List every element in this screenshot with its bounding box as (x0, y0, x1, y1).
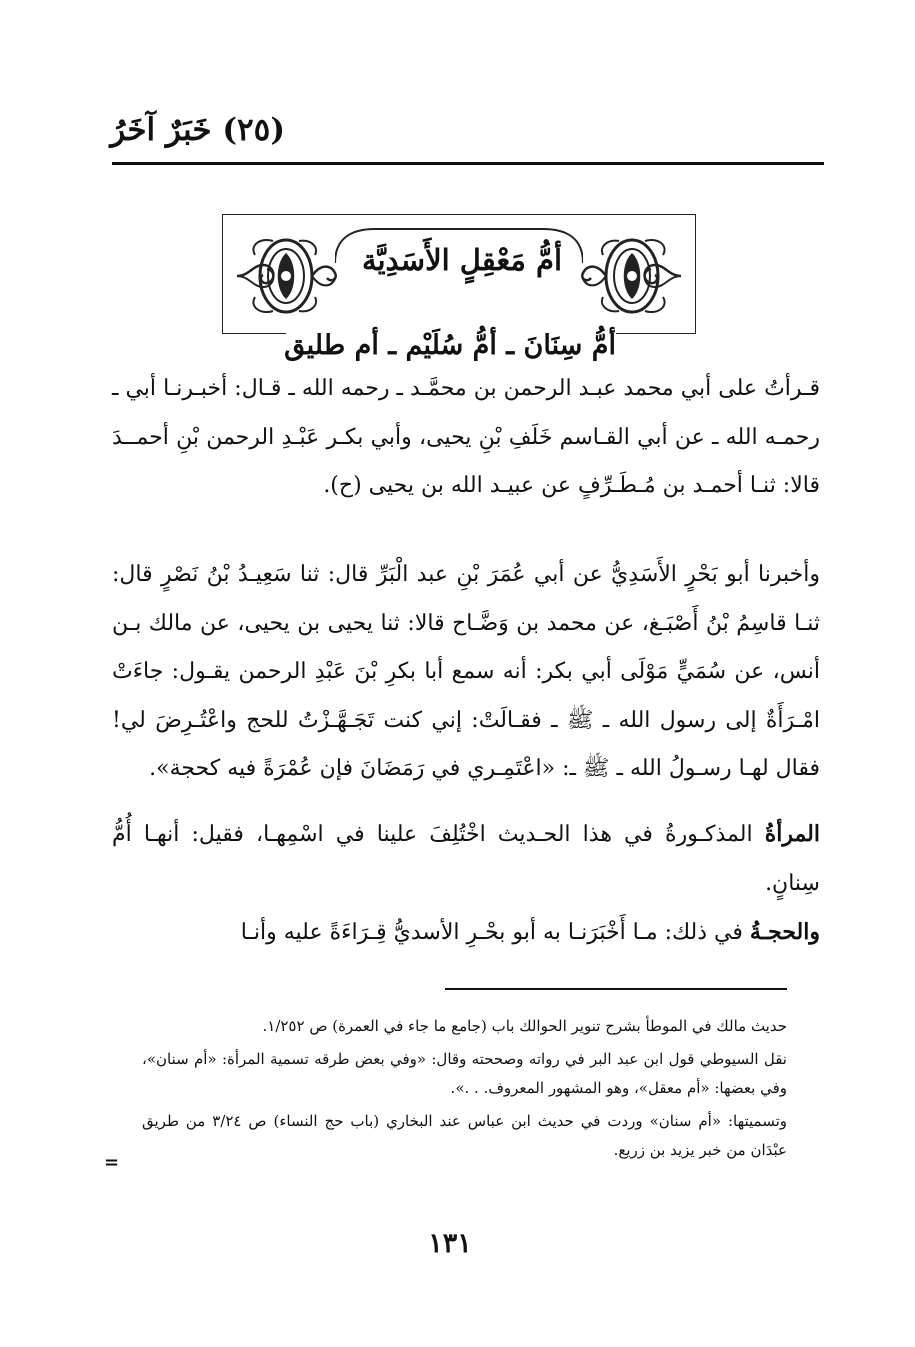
title-box-inner-frame (231, 223, 687, 325)
paragraph-isnad-1: قـرأتُ على أبي محمد عبـد الرحمن بن محمَّـد ـ رحمه الله ـ قـال: أخبـرنـا أبي ـ رحمـه الله ـ عن أبي القـاسم خَلَفِ بْنِ يحيى، وأبي بكـر عَبْـدِ الرحمن بْنِ أحمــدَ قالا: ثنـا أحمـد بن مُـطَـرِّفٍ عن عبيـد الله بن يحيى (ح). (112, 376, 820, 498)
footnote-2: نقل السيوطي قول ابن عبد البر في رواته وصححته وقال: «وفي بعض طرقه تسمية المرأة: «أم سنان»، وفي بعضها: «أم معقل»، وهو المشهور المعروف. . .». (142, 1050, 787, 1097)
paragraph-woman-name (112, 810, 820, 908)
paragraph-lead-word: والحجـةُ (749, 919, 820, 945)
footnote-continuation-mark: = (104, 1152, 120, 1173)
chapter-title: أمُّ مَعْقِلٍ الأَسَدِيَّة (361, 243, 563, 277)
footnote-3: وتسميتها: «أم سنان» وردت في حديث ابن عباس عند البخاري (باب حج النساء) ص ٣/٢٤ من طريق عبْدَان من خبر يزيد بن زريع. (142, 1112, 788, 1159)
header-rule (112, 162, 824, 165)
chapter-subtitle: أمُّ سِنَانَ ـ أمُّ سُلَيْم ـ أم طليق (286, 324, 616, 368)
footnote-1: حديث مالك في الموطأ بشرح تنوير الحوالك باب (جامع ما جاء في العمرة) ص ١/٢٥٢. (262, 1017, 787, 1035)
footnote-rule (445, 988, 787, 990)
paragraph-hadith: وأخبرنا أبو بَحْرٍ الأَسَدِيُّ عن أبي عُمَرَ بْنِ عبد الْبَرِّ قال: ثنا سَعِيـدُ بْنُ نَصْرٍ قال: ثنـا قاسِمُ بْنُ أَصْبَـغ، عن محمد بن وَضَّـاح قالا: ثنا يحيى بن يحيى، عن مالك بـن أنس، عن سُمَيٍّ مَوْلَى أبي بكر: أنه سمع أبا بكرِ بْنَ عَبْدِ الرحمن يقـول: جاءَتْ امْـرَأَةٌ إلى رسول الله ـ ﷺ ـ فقـالَتْ: إني كنت تَجَـهَّـزْتُ للحج واعْتُـرِضَ لي! فقال لهـا رسـولُ الله ـ ﷺ ـ: «اعْتَمِـري في رَمَضَانَ فإن عُمْرَةً فيه كحجة». (112, 562, 820, 781)
page-number: ١٣١ (428, 1228, 472, 1259)
paragraph-text: في ذلك: مـا أَخْبَرَنـا به أبو بحْـرِ الأسديُّ قِـرَاءَةً عليه وأنـا (240, 920, 750, 945)
paragraph-evidence (112, 908, 820, 958)
paragraph-lead-word: المرأةُ (764, 821, 820, 847)
paragraph-text: المذكـورةُ في هذا الحـديث اخْتُلِفَ علينا في اسْمِهـا، فقيل: أنهـا أُمُّ سِنانٍ. (112, 822, 820, 896)
arabesque-ornament-icon (235, 233, 341, 319)
footnotes (142, 1012, 787, 1169)
running-title: (٢٥) خَبَرٌ آخَرُ (110, 112, 285, 148)
arabesque-ornament-icon (577, 233, 683, 319)
chapter-title-box (222, 214, 696, 334)
